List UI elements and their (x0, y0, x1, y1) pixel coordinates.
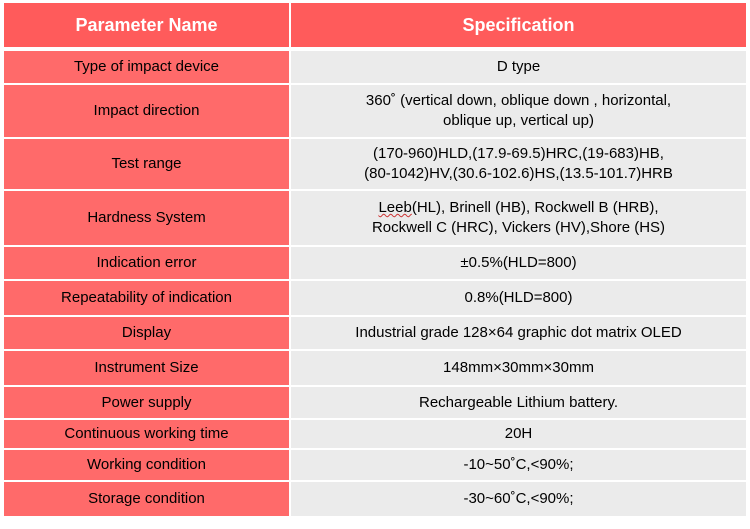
param-value: 148mm×30mm×30mm (291, 351, 746, 387)
param-value: 0.8%(HLD=800) (291, 281, 746, 317)
table-row (4, 51, 746, 85)
header-specification: Specification (291, 3, 746, 51)
param-value-text: (HL), Brinell (HB), Rockwell B (HRB), (411, 199, 659, 216)
param-value: 20H (291, 420, 746, 450)
param-value (291, 85, 746, 139)
param-value-line: (80-1042)HV,(30.6-102.6)HS,(13.5-101.7)HRB (364, 165, 673, 182)
param-name: Type of impact device (4, 51, 291, 85)
param-name: Impact direction (4, 85, 291, 139)
param-name: Storage condition (4, 482, 291, 518)
param-name: Display (4, 317, 291, 351)
table-row (4, 191, 746, 247)
param-name: Indication error (4, 247, 291, 281)
table-row (4, 420, 746, 450)
param-name: Working condition (4, 450, 291, 482)
table-header-row (4, 3, 746, 51)
table-row (4, 482, 746, 518)
specification-table (4, 3, 746, 518)
param-value: -30~60˚C,<90%; (291, 482, 746, 518)
param-name: Instrument Size (4, 351, 291, 387)
param-value: Industrial grade 128×64 graphic dot matrix OLED (291, 317, 746, 351)
param-value-line: (170-960)HLD,(17.9-69.5)HRC,(19-683)HB, (373, 145, 664, 162)
param-value: Rechargeable Lithium battery. (291, 387, 746, 420)
param-name: Continuous working time (4, 420, 291, 450)
table-row (4, 351, 746, 387)
param-value (291, 139, 746, 191)
param-value-line: oblique up, vertical up) (443, 112, 594, 129)
param-name: Test range (4, 139, 291, 191)
param-name: Hardness System (4, 191, 291, 247)
table-row (4, 139, 746, 191)
table-row (4, 85, 746, 139)
param-value: -10~50˚C,<90%; (291, 450, 746, 482)
param-value-line: Rockwell C (HRC), Vickers (HV),Shore (HS) (371, 219, 666, 236)
param-name: Repeatability of indication (4, 281, 291, 317)
param-value (291, 191, 746, 247)
table-row (4, 247, 746, 281)
table-row (4, 450, 746, 482)
table-row (4, 317, 746, 351)
param-name: Power supply (4, 387, 291, 420)
param-value-line: 360˚ (vertical down, oblique down , horizontal, (365, 92, 672, 109)
param-value-line (297, 198, 740, 218)
param-value: D type (291, 51, 746, 85)
param-value: ±0.5%(HLD=800) (291, 247, 746, 281)
header-parameter-name: Parameter Name (4, 3, 291, 51)
spellcheck-word: Leeb (378, 199, 412, 216)
table-row (4, 387, 746, 420)
table-row (4, 281, 746, 317)
